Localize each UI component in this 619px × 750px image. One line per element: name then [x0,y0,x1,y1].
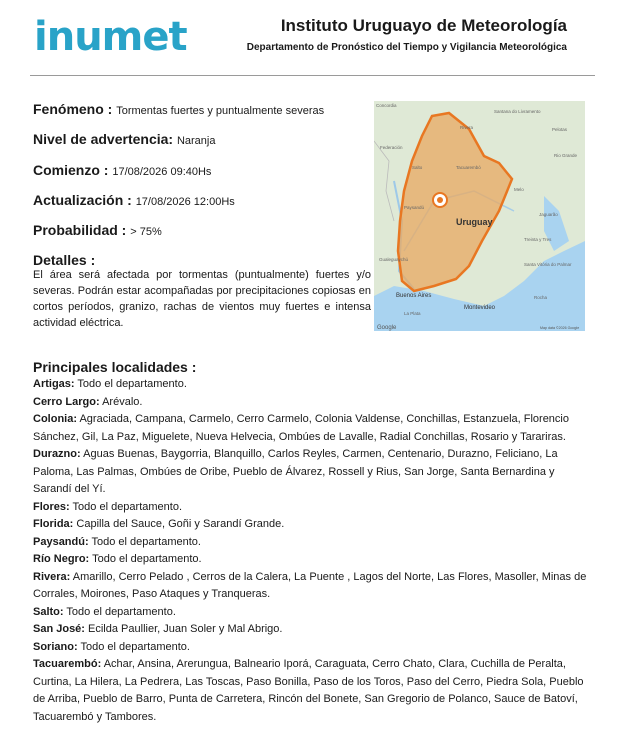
comienzo-field [33,162,211,178]
list-item [33,604,593,622]
dept-localities: Capilla del Sauce, Goñi y Sarandí Grande. [76,518,285,530]
list-item [33,551,593,569]
list-item [33,534,593,552]
storm-icon-center [437,197,443,203]
fenomeno-field [33,101,324,117]
fenomeno-label: Fenómeno : [33,101,113,117]
inumet-logo: inumet [34,14,187,60]
dept-localities: Achar, Ansina, Arerungua, Balneario Iporá, Caraguata, Cerro Chato, Clara, Cuchilla de Peralta, Curtina, La Hilera, La Pedrera, Las Toscas, Paso Bonilla, Paso de los Toros, Paso del Cerro, Piedra Sola, Pueblo de Arriba, Pueblo de Barro, Punta de Carretera, Rincón del Bonete, San Gregorio de Polanco, Sauce de Batoví, Tacuarembó y Tambores. [33,658,584,723]
list-item [33,569,593,604]
map-label-uruguay: Uruguay [456,217,493,227]
comienzo-value: 17/08/2026 09:40Hs [112,166,212,178]
dept-localities: Todo el departamento. [91,535,201,548]
dept-name: Tacuarembó: [33,658,102,670]
dept-localities: Todo el departamento. [66,605,176,618]
probabilidad-label: Probabilidad : [33,222,127,238]
detalles-heading: Detalles : [33,252,96,268]
fenomeno-value: Tormentas fuertes y puntualmente severas [116,105,325,117]
dept-name: Artigas: [33,378,75,390]
map-label-salto: Salto [412,165,423,170]
dept-name: Colonia: [33,413,77,425]
list-item [33,411,593,446]
probabilidad-value: > 75% [130,226,162,238]
map-label-santa-vitoria: Santa Vitória do Palmar [524,262,572,267]
dept-name: Soriano: [33,640,78,653]
actualizacion-field [33,192,235,208]
map-label-concordia: Concordia [376,103,397,108]
map-label-jaguarao: Jaguarão [539,212,558,217]
map-label-rivera: Rivera [460,125,474,130]
dept-name: Río Negro: [33,553,90,565]
map-label-gualeguaychu: Gualeguaychú [379,257,409,262]
map-label-pelotas: Pelotas [552,127,568,132]
dept-localities: Todo el departamento. [80,640,190,653]
map-label-treinta-y-tres: Treinta y Tres [524,237,552,242]
header-divider [30,75,595,76]
map-label-paysandu: Paysandú [404,205,425,210]
nivel-label: Nivel de advertencia: [33,131,174,147]
dept-name: Salto: [33,605,64,618]
institute-title: Instituto Uruguayo de Meteorología [280,16,567,35]
dept-name: Florida: [33,518,74,530]
dept-localities: Todo el departamento. [72,500,183,513]
map-attribution: Map data ©2026 Google [540,326,580,330]
map-label-santana: Santana do Livramento [494,109,541,114]
dept-localities: Todo el departamento. [92,553,202,565]
map-label-federacion: Federación [380,145,403,150]
list-item [33,656,593,726]
nivel-field [33,131,215,147]
map-label-rio-grande: Rio Grande [554,153,578,158]
map-label-tacuarembo: Tacuarembó [456,165,481,170]
dept-name: Rivera: [33,570,71,583]
map-google-logo: Google [377,325,397,331]
nivel-value: Naranja [176,135,216,147]
dept-localities: Aguas Buenas, Baygorria, Blanquillo, Carlos Reyles, Carmen, Centenario, Durazno, Feliciano, La Paloma, Las Palmas, Ombúes de Oribe, Pueblo de Álvarez, Rossell y Rius, San Jorge, Santa Bernardina y Sarandí del Yí. [33,448,558,495]
dept-name: Flores: [33,500,70,513]
localidades-list [33,376,593,726]
detalles-text: El área será afectada por tormentas (puntualmente) fuertes y/o severas. Podrán estar acompañadas por precipitaciones copiosas en cortos períodos, granizo, rachas de vientos muy fuertes e intensa actividad eléctrica. [33,269,371,329]
dept-name: Durazno: [33,448,81,460]
list-item [33,394,593,412]
list-item [33,446,593,499]
list-item [33,499,593,517]
dept-localities: Todo el departamento. [77,378,187,390]
map-label-buenos-aires: Buenos Aires [396,293,432,299]
probabilidad-field [33,222,162,238]
dept-localities: Ecilda Paullier, Juan Soler y Mal Abrigo. [88,623,283,635]
dept-name: Cerro Largo: [33,395,100,408]
actualizacion-label: Actualización : [33,192,132,208]
list-item [33,639,593,657]
dept-localities: Agraciada, Campana, Carmelo, Cerro Carmelo, Colonia Valdense, Conchillas, Estanzuela, Florencio Sánchez, Gil, La Paz, Miguelete, Nueva Helvecia, Ombúes de Lavalle, Radial Conchillas, Rosario y Tarariras. [33,413,569,443]
list-item [33,621,593,639]
map-label-melo: Melo [514,187,524,192]
dept-name: Paysandú: [33,535,89,548]
institute-header [247,16,567,53]
actualizacion-value: 17/08/2026 12:00Hs [135,196,235,208]
map-label-montevideo: Montevideo [464,305,496,311]
department-title: Departamento de Pronóstico del Tiempo y Vigilancia Meteorológica [246,42,567,53]
comienzo-label: Comienzo : [33,162,109,178]
dept-localities: Arévalo. [102,395,143,408]
warning-map [374,101,585,331]
map-label-la-plata: La Plata [404,311,421,316]
dept-name: San José: [33,623,85,635]
map-label-rocha: Rocha [534,295,548,300]
localidades-heading: Principales localidades : [33,359,197,375]
list-item [33,516,593,534]
dept-localities: Amarillo, Cerro Pelado , Cerros de la Calera, La Puente , Lagos del Norte, Las Flores, Masoller, Minas de Corrales, Moirones, Paso Ataques y Tranqueras. [33,570,587,600]
list-item [33,376,593,394]
